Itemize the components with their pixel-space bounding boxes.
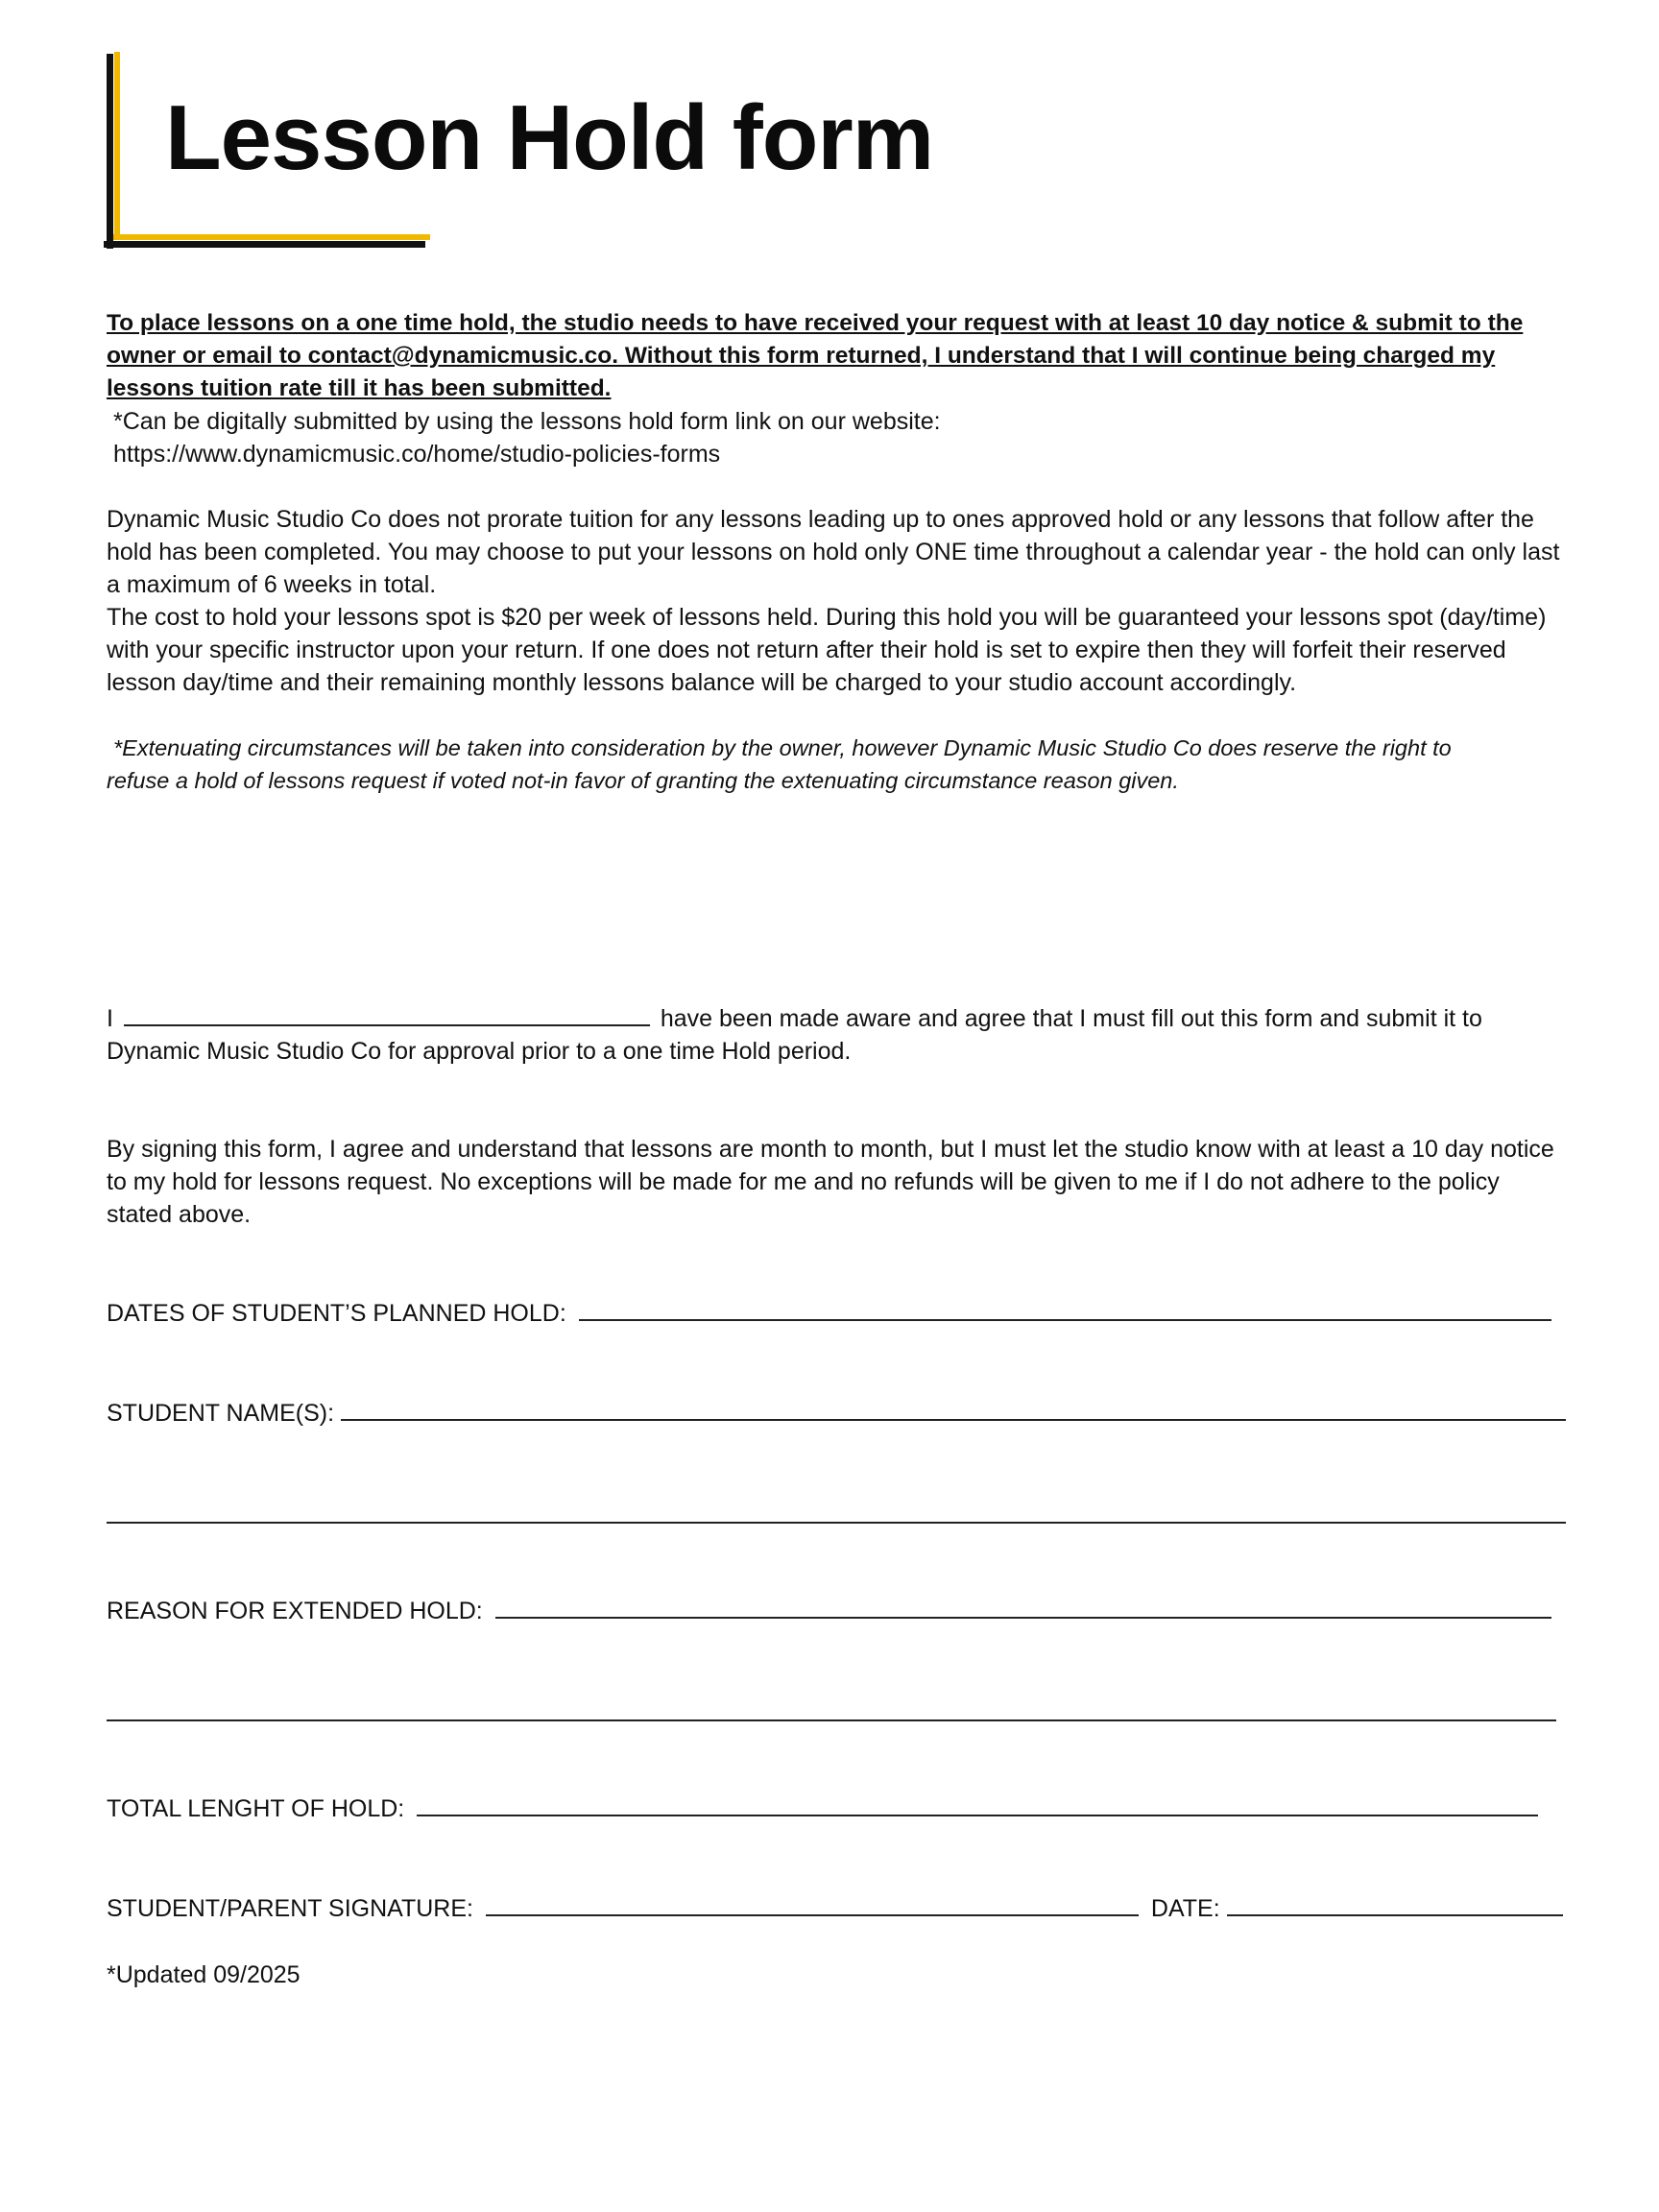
signature-row bbox=[107, 1891, 1563, 1925]
updated-note: *Updated 09/2025 bbox=[107, 1961, 301, 1988]
page-title: Lesson Hold form bbox=[165, 86, 934, 189]
extenuating-note-line-2: refuse a hold of lessons request if voted not-in favor of granting the extenuating circumstance reason given. bbox=[107, 768, 1179, 793]
student-names-input[interactable] bbox=[341, 1396, 1566, 1421]
agreement-line bbox=[107, 1001, 1482, 1035]
reason-input[interactable] bbox=[495, 1594, 1551, 1619]
reason-input-line-2[interactable] bbox=[107, 1719, 1556, 1721]
student-names-label: STUDENT NAME(S): bbox=[107, 1400, 335, 1427]
total-length-row bbox=[107, 1791, 1538, 1825]
website-url: https://www.dynamicmusic.co/home/studio-policies-forms bbox=[113, 441, 721, 468]
reason-row bbox=[107, 1594, 1551, 1627]
frame-bottom-black bbox=[104, 241, 425, 248]
hold-notice: To place lessons on a one time hold, the studio needs to have received your request with at least 10 day notice & submit to the owner or email to contact@dynamicmusic.co. Without this form returned, I understand that I will continue being charged my lessons tuition rate till it has been submitted. bbox=[107, 310, 1524, 401]
total-length-input[interactable] bbox=[417, 1791, 1538, 1816]
policy-cost: The cost to hold your lessons spot is $20 per week of lessons held. During this hold you will be guaranteed your lessons spot (day/time) with your specific instructor upon your return. If one does not return after their hold is set to expire then they will forfeit their reserved lesson day/time and their remaining monthly lessons balance will be charged to your studio account accordingly. bbox=[107, 604, 1547, 696]
frame-left-black bbox=[107, 54, 113, 249]
student-names-row bbox=[107, 1396, 1566, 1430]
agreement-prefix: I bbox=[107, 1005, 113, 1032]
signature-label: STUDENT/PARENT SIGNATURE: bbox=[107, 1895, 473, 1922]
dates-input[interactable] bbox=[579, 1296, 1551, 1321]
dates-field-row bbox=[107, 1296, 1551, 1330]
dates-label: DATES OF STUDENT’S PLANNED HOLD: bbox=[107, 1300, 566, 1327]
frame-bottom-yellow bbox=[113, 234, 430, 240]
signing-statement: By signing this form, I agree and understand that lessons are month to month, but I must let the studio know with at least a 10 day notice to my hold for lessons request. No exceptions will be made for me and no refunds will be given to me if I do not adhere to the policy stated above. bbox=[107, 1136, 1554, 1228]
agreement-name-field[interactable] bbox=[124, 1001, 650, 1026]
extenuating-note-line-1: *Extenuating circumstances will be taken into consideration by the owner, however Dynamic Music Studio Co does reserve the right to bbox=[113, 735, 1452, 760]
date-input[interactable] bbox=[1227, 1891, 1563, 1916]
date-label: DATE: bbox=[1150, 1895, 1220, 1922]
agreement-suffix: have been made aware and agree that I must fill out this form and submit it to bbox=[660, 1005, 1482, 1032]
agreement-line-2: Dynamic Music Studio Co for approval prior to a one time Hold period. bbox=[107, 1038, 852, 1065]
form-body bbox=[107, 307, 1566, 797]
policy-prorate: Dynamic Music Studio Co does not prorate tuition for any lessons leading up to ones approved hold or any lessons that follow after the hold has been completed. You may choose to put your lessons on hold only ONE time throughout a calendar year - the hold can only last a maximum of 6 weeks in total. bbox=[107, 506, 1560, 598]
signature-input[interactable] bbox=[486, 1891, 1139, 1916]
reason-label: REASON FOR EXTENDED HOLD: bbox=[107, 1598, 483, 1624]
total-length-label: TOTAL LENGHT OF HOLD: bbox=[107, 1795, 405, 1822]
frame-left-yellow bbox=[114, 52, 120, 240]
student-names-input-line-2[interactable] bbox=[107, 1522, 1566, 1524]
digital-submission-line: *Can be digitally submitted by using the lessons hold form link on our website: bbox=[113, 408, 941, 435]
